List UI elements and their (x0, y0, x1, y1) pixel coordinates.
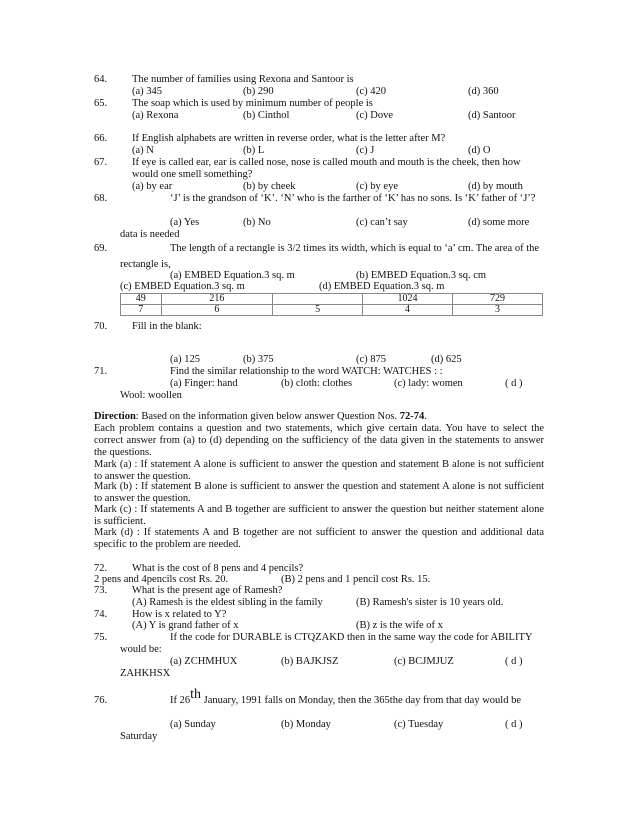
q65-option-b[interactable]: (b) Cinthol (243, 110, 290, 121)
q67-text-line2: would one smell something? (132, 169, 253, 180)
q66-option-a[interactable]: (a) N (132, 145, 154, 156)
q75-option-a[interactable]: (a) ZCHMHUX (170, 656, 238, 667)
direction-text: : Based on the information given below answer Question Nos. (135, 411, 400, 422)
q70-number: 70. (94, 321, 108, 332)
q67-option-b[interactable]: (b) by cheek (243, 181, 296, 192)
direction-heading: Direction: Based on the information given below answer Question Nos. 72-74. (94, 411, 427, 422)
q71-text: Find the similar relationship to the word WATCH: WATCHES : : (170, 366, 443, 377)
q68-text: ‘J’ is the grandson of ‘K’. ‘N’ who is the farther of ‘K’ has no sons. Is ‘K’ father of ‘J’? (170, 193, 536, 204)
q71-number: 71. (94, 366, 108, 377)
q76-text-start: If 26 (170, 695, 191, 706)
q71-option-c[interactable]: (c) lady: women (394, 378, 463, 389)
q65-option-d[interactable]: (d) Santoor (468, 110, 516, 121)
q66-text: If English alphabets are written in reverse order, what is the letter after M? (132, 133, 446, 144)
table-cell: 6 (161, 305, 273, 316)
q70-option-d[interactable]: (d) 625 (431, 354, 462, 365)
q76-option-d-continued: Saturday (120, 731, 158, 742)
q70-option-b[interactable]: (b) 375 (243, 354, 274, 365)
q75-option-d[interactable]: ( d ) (505, 656, 523, 667)
q68-option-d[interactable]: (d) some more (468, 217, 530, 228)
q64-option-c[interactable]: (c) 420 (356, 86, 387, 97)
q65-option-c[interactable]: (c) Dove (356, 110, 394, 121)
q76-option-a[interactable]: (a) Sunday (170, 719, 216, 730)
q64-option-d[interactable]: (d) 360 (468, 86, 499, 97)
q68-option-c[interactable]: (c) can’t say (356, 217, 408, 228)
q67-option-d[interactable]: (d) by mouth (468, 181, 523, 192)
q71-option-d-continued: Wool: woollen (120, 390, 182, 401)
q71-option-b[interactable]: (b) cloth: clothes (281, 378, 353, 389)
q76-option-c[interactable]: (c) Tuesday (394, 719, 444, 730)
q75-option-b[interactable]: (b) BAJKJSZ (281, 656, 339, 667)
q75-text: If the code for DURABLE is CTQZAKD then in the same way the code for ABILITY (170, 632, 533, 643)
q73-text: What is the present age of Ramesh? (132, 585, 283, 596)
q72-text: What is the cost of 8 pens and 4 pencils? (132, 563, 304, 574)
mark-d-rule: Mark (d) : If statements A and B together are not sufficient to answer the question and additional data specific to the problem are needed. (94, 527, 544, 550)
q69-number: 69. (94, 243, 108, 254)
q70-option-a[interactable]: (a) 125 (170, 354, 201, 365)
q72-statement-b: (B) 2 pens and 1 pencil cost Rs. 15. (281, 574, 431, 585)
q66-option-d[interactable]: (d) O (468, 145, 491, 156)
q67-option-a[interactable]: (a) by ear (132, 181, 173, 192)
q76-number: 76. (94, 695, 108, 706)
q67-number: 67. (94, 157, 108, 168)
q70-text: Fill in the blank: (132, 321, 202, 332)
q69-option-a[interactable]: (a) EMBED Equation.3 sq. m (170, 270, 295, 281)
q71-option-d[interactable]: ( d ) (505, 378, 523, 389)
table-row (121, 305, 543, 316)
direction-paragraph: Each problem contains a question and two statements, which give certain data. You have to select the correct answer from (a) to (d) depending on the sufficiency of the data given in the statements to answer the questions. (94, 423, 544, 458)
q65-number: 65. (94, 98, 108, 109)
q65-text: The soap which is used by minimum number of people is (132, 98, 373, 109)
q73-statement-a: (A) Ramesh is the eldest sibling in the family (132, 597, 323, 608)
q74-text: How is x related to Y? (132, 609, 227, 620)
q74-statement-b: (B) z is the wife of x (356, 620, 443, 631)
q66-number: 66. (94, 133, 108, 144)
table-cell: 3 (453, 305, 543, 316)
q64-option-a[interactable]: (a) 345 (132, 86, 163, 97)
table-cell: 729 (453, 294, 543, 305)
q75-option-d-continued: ZAHKHSX (120, 668, 171, 679)
q71-option-a[interactable]: (a) Finger: hand (170, 378, 238, 389)
q65-option-a[interactable]: (a) Rexona (132, 110, 179, 121)
q72-number: 72. (94, 563, 108, 574)
q74-statement-a: (A) Y is grand father of x (132, 620, 239, 631)
q64-number: 64. (94, 74, 108, 85)
q76-option-b[interactable]: (b) Monday (281, 719, 331, 730)
direction-question-range: 72-74 (399, 411, 425, 422)
table-cell: 1024 (363, 294, 453, 305)
q68-option-d-continued: data is needed (120, 229, 180, 240)
q68-option-a[interactable]: (a) Yes (170, 217, 200, 228)
q73-statement-b: (B) Ramesh's sister is 10 years old. (356, 597, 504, 608)
q67-text-line1: If eye is called ear, ear is called nose, nose is called mouth and mouth is the cheek, then how (132, 157, 521, 168)
table-cell: 216 (161, 294, 273, 305)
q66-option-b[interactable]: (b) L (243, 145, 265, 156)
q69-text-line2: rectangle is, (120, 259, 171, 270)
q69-option-b[interactable]: (b) EMBED Equation.3 sq. cm (356, 270, 487, 281)
q76-option-d[interactable]: ( d ) (505, 719, 523, 730)
q64-text: The number of families using Rexona and Santoor is (132, 74, 354, 85)
table-cell: 7 (121, 305, 162, 316)
number-table (120, 293, 543, 316)
q76-superscript: th (190, 687, 202, 702)
mark-c-rule: Mark (c) : If statements A and B together are sufficient to answer the question but neither statement alone is sufficient. (94, 504, 544, 527)
q75-number: 75. (94, 632, 108, 643)
table-cell: 5 (273, 305, 363, 316)
direction-label: Direction (94, 411, 136, 422)
q73-number: 73. (94, 585, 108, 596)
q75-text-line2: would be: (120, 644, 162, 655)
q69-text-line1: The length of a rectangle is 3/2 times its width, which is equal to ‘a’ cm. The area of the (170, 243, 540, 254)
q75-option-c[interactable]: (c) BCJMJUZ (394, 656, 454, 667)
q66-option-c[interactable]: (c) J (356, 145, 375, 156)
q70-option-c[interactable]: (c) 875 (356, 354, 387, 365)
q74-number: 74. (94, 609, 108, 620)
q67-option-c[interactable]: (c) by eye (356, 181, 398, 192)
table-cell: 4 (363, 305, 453, 316)
mark-a-rule: Mark (a) : If statement A alone is sufficient to answer the question and statement B alone is not sufficient to answer the question. (94, 459, 544, 482)
q76-text-end: January, 1991 falls on Monday, then the 365the day from that day would be (201, 695, 521, 706)
q72-statement-a: 2 pens and 4pencils cost Rs. 20. (94, 574, 229, 585)
table-cell (273, 294, 363, 305)
mark-b-rule: Mark (b) : If statement B alone is sufficient to answer the question and statement A alone is not sufficient to answer the question. (94, 481, 544, 504)
table-row (121, 294, 543, 305)
q69-option-d[interactable]: (d) EMBED Equation.3 sq. m (319, 281, 445, 292)
q76-text (170, 687, 521, 707)
q64-option-b[interactable]: (b) 290 (243, 86, 274, 97)
q68-option-b[interactable]: (b) No (243, 217, 271, 228)
q68-number: 68. (94, 193, 108, 204)
table-cell: 49 (121, 294, 162, 305)
q69-option-c[interactable]: (c) EMBED Equation.3 sq. m (120, 281, 245, 292)
